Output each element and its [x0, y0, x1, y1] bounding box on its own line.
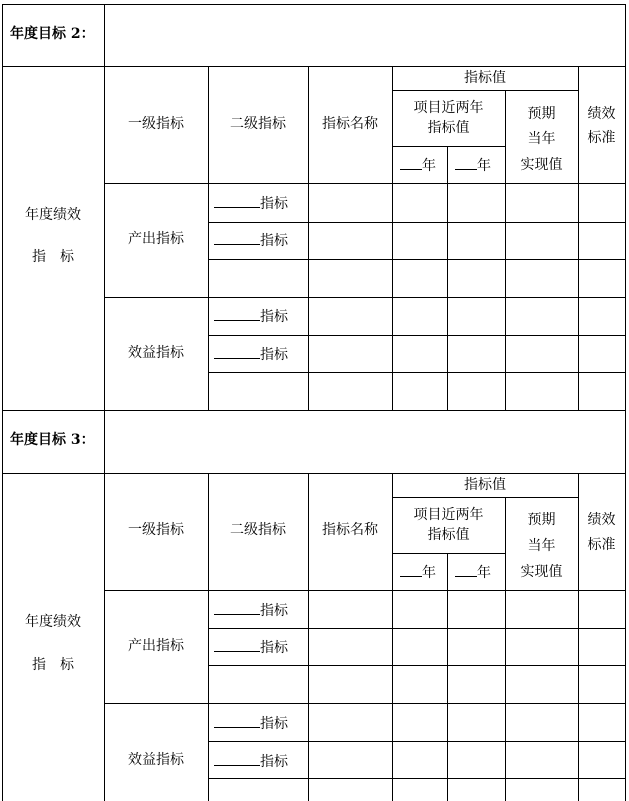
indicator-blank[interactable]	[214, 306, 260, 321]
border-line	[104, 703, 626, 704]
year-field: 年	[400, 562, 436, 583]
benefit-indicator-2: 指标	[214, 344, 288, 365]
border-line	[104, 590, 626, 591]
output-indicator-label: 产出指标	[128, 638, 184, 654]
border-line	[2, 410, 626, 411]
year-field: 年	[400, 155, 436, 176]
header-recent-value: 指标值	[427, 527, 470, 543]
annual-performance-label: 年度绩效	[25, 207, 81, 223]
header-level2: 二级指标	[230, 522, 286, 538]
border-line	[2, 410, 3, 801]
year-field: 年	[455, 155, 491, 176]
border-line	[208, 372, 626, 373]
output-indicator-2: 指标	[214, 230, 288, 251]
output-indicator-label: 产出指标	[128, 231, 184, 247]
border-line	[393, 146, 505, 147]
border-line	[208, 335, 626, 336]
header-performance: 绩效	[587, 512, 616, 528]
indicator-blank[interactable]	[214, 230, 260, 245]
header-expected: 预期	[527, 512, 556, 528]
goal-label: 年度目标 2：	[10, 26, 95, 42]
border-line	[208, 628, 626, 629]
annual-performance-label: 年度绩效	[25, 614, 81, 630]
header-current-year: 当年	[527, 131, 556, 147]
header-indicator-name: 指标名称	[322, 522, 378, 538]
border-line	[393, 497, 579, 498]
header-achieved-value: 实现值	[520, 564, 563, 580]
border-line	[208, 222, 626, 223]
output-indicator-2: 指标	[214, 637, 288, 658]
header-level1: 一级指标	[128, 116, 184, 132]
border-line	[625, 4, 626, 411]
header-performance: 绩效	[587, 106, 616, 122]
benefit-indicator-2: 指标	[214, 751, 288, 772]
border-line	[393, 90, 579, 91]
year-blank[interactable]	[455, 155, 477, 170]
header-expected: 预期	[527, 106, 556, 122]
header-standard: 标准	[587, 130, 616, 146]
border-line	[104, 183, 626, 184]
header-recent-two-years: 项目近两年	[413, 507, 484, 523]
border-line	[208, 259, 626, 260]
goal-label: 年度目标 3：	[10, 432, 95, 448]
indicator-blank[interactable]	[214, 193, 260, 208]
year-blank[interactable]	[400, 562, 422, 577]
indicator-blank[interactable]	[214, 637, 260, 652]
year-field: 年	[455, 562, 491, 583]
indicator-label: 指 标	[32, 249, 74, 265]
border-line	[104, 297, 626, 298]
header-current-year: 当年	[527, 538, 556, 554]
benefit-indicator-1: 指标	[214, 306, 288, 327]
border-line	[2, 66, 626, 67]
border-line	[625, 410, 626, 801]
header-standard: 标准	[587, 537, 616, 553]
header-indicator-value: 指标值	[464, 477, 506, 493]
header-indicator-value: 指标值	[464, 70, 506, 86]
border-line	[393, 553, 505, 554]
border-line	[447, 553, 448, 801]
header-recent-value: 指标值	[427, 120, 470, 136]
header-level2: 二级指标	[230, 116, 286, 132]
header-level1: 一级指标	[128, 522, 184, 538]
indicator-blank[interactable]	[214, 713, 260, 728]
benefit-indicator-label: 效益指标	[128, 752, 184, 768]
border-line	[2, 473, 626, 474]
benefit-indicator-1: 指标	[214, 713, 288, 734]
border-line	[208, 778, 626, 779]
header-recent-two-years: 项目近两年	[413, 100, 484, 116]
border-line	[104, 410, 105, 801]
indicator-blank[interactable]	[214, 751, 260, 766]
output-indicator-1: 指标	[214, 193, 288, 214]
header-indicator-name: 指标名称	[322, 116, 378, 132]
border-line	[447, 146, 448, 411]
year-blank[interactable]	[400, 155, 422, 170]
indicator-blank[interactable]	[214, 600, 260, 615]
benefit-indicator-label: 效益指标	[128, 345, 184, 361]
border-line	[208, 741, 626, 742]
indicator-label: 指 标	[32, 657, 74, 673]
indicator-blank[interactable]	[214, 344, 260, 359]
year-blank[interactable]	[455, 562, 477, 577]
header-achieved-value: 实现值	[520, 157, 563, 173]
output-indicator-1: 指标	[214, 600, 288, 621]
border-line	[2, 4, 626, 5]
border-line	[208, 665, 626, 666]
